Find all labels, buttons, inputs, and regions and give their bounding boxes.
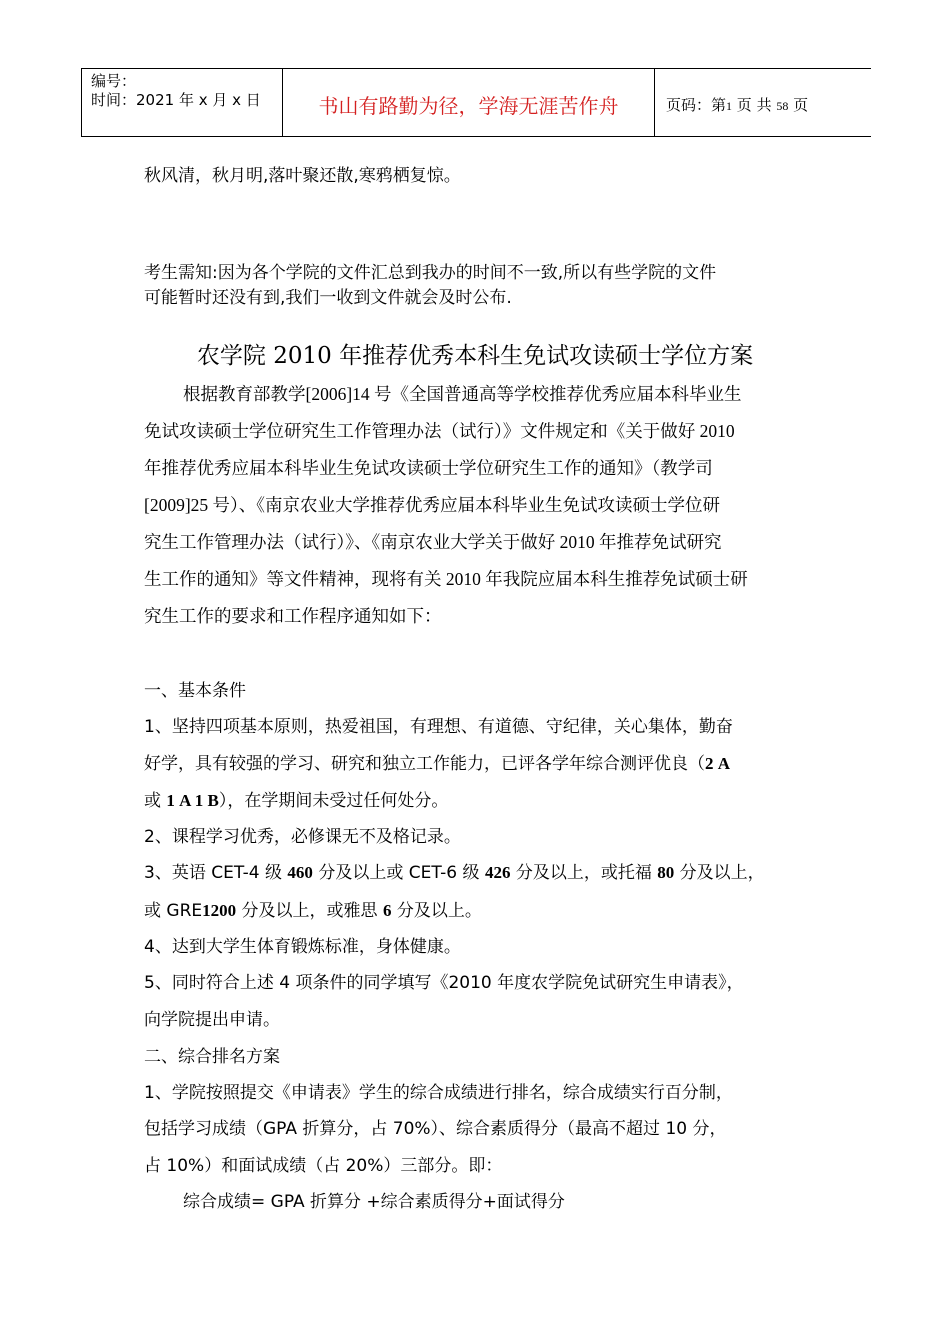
intro-line-1: 根据教育部教学[2006]14 号《全国普通高等学校推荐优秀应届本科毕业生 <box>183 384 742 404</box>
intro-line-2: 免试攻读硕士学位研究生工作管理办法（试行）》文件规定和《关于做好 2010 <box>144 421 735 441</box>
page-prefix: 页码：第 <box>666 96 727 114</box>
score-formula: 综合成绩= GPA 折算分 +综合素质得分+面试得分 <box>183 1192 565 1212</box>
condition-1-line-2 <box>144 749 730 774</box>
condition-4: 4、达到大学生体育锻炼标准，身体健康。 <box>144 937 461 957</box>
toefl-label: 分及以上，或托福 <box>515 863 652 883</box>
condition-1-text: 好学，具有较强的学习、研究和独立工作能力，已评各学年综合测评优良（ <box>144 754 705 774</box>
condition-1-tail: ），在学期间未受过任何处分。 <box>218 791 449 811</box>
document-header <box>81 68 871 137</box>
page-middle: 页 共 <box>736 96 772 114</box>
header-page-cell <box>655 69 871 136</box>
condition-1-grade-a: 2 A <box>705 754 731 773</box>
cet4-label: 3、英语 CET-4 级 <box>144 863 283 883</box>
gre-score: 1200 <box>202 901 237 920</box>
ranking-1-line-1: 1、学院按照提交《申请表》学生的综合成绩进行排名，综合成绩实行百分制， <box>144 1083 733 1103</box>
condition-2: 2、课程学习优秀，必修课无不及格记录。 <box>144 827 461 847</box>
condition-3-line-2 <box>144 896 482 921</box>
document-title: 农学院 2010 年推荐优秀本科生免试攻读硕士学位方案 <box>196 343 754 369</box>
document-time-label: 时间：2021 年 x 月 x 日 <box>91 91 261 109</box>
toefl-score: 80 <box>657 863 675 882</box>
intro-line-5: 究生工作管理办法（试行）》、《南京农业大学关于做好 2010 年推荐免试研究 <box>144 532 722 552</box>
page-current: 1 <box>726 99 733 113</box>
header-meta-cell <box>82 69 283 136</box>
notice-line-2: 可能暂时还没有到,我们一收到文件就会及时公布. <box>144 288 512 308</box>
ielts-score: 6 <box>382 901 392 920</box>
poem-line: 秋风清，秋月明,落叶聚还散,寒鸦栖复惊。 <box>144 166 461 186</box>
ielts-tail: 分及以上。 <box>396 901 482 921</box>
condition-1-line-3 <box>144 786 448 811</box>
header-motto-cell <box>283 69 655 136</box>
condition-5-line-1: 5、同时符合上述 4 项条件的同学填写《2010 年度农学院免试研究生申请表》， <box>144 973 744 993</box>
section2-heading: 二、综合排名方案 <box>144 1047 280 1067</box>
cet6-score: 426 <box>484 863 511 882</box>
cet6-label: 分及以上或 CET-6 级 <box>318 863 480 883</box>
toefl-tail: 分及以上， <box>679 863 765 883</box>
intro-line-4: [2009]25 号）、《南京农业大学推荐优秀应届本科毕业生免试攻读硕士学位研 <box>144 495 721 515</box>
condition-5-line-2: 向学院提出申请。 <box>144 1010 280 1030</box>
condition-1-or: 或 <box>144 791 161 811</box>
ielts-label: 分及以上，或雅思 <box>241 901 378 921</box>
intro-line-6: 生工作的通知》等文件精神，现将有关 2010 年我院应届本科生推荐免试硕士研 <box>144 569 748 589</box>
condition-1-grade-b: 1 A 1 B <box>166 791 219 810</box>
page-number <box>666 94 808 115</box>
notice-line-1: 考生需知:因为各个学院的文件汇总到我办的时间不一致,所以有些学院的文件 <box>144 263 717 283</box>
gre-label: 或 GRE <box>144 901 203 921</box>
condition-3-line-1 <box>144 858 765 883</box>
ranking-1-line-3: 占 10%）和面试成绩（占 20%）三部分。即： <box>144 1156 503 1176</box>
cet4-score: 460 <box>287 863 313 882</box>
document-code-label: 编号： <box>91 72 137 90</box>
page-suffix: 页 <box>793 96 809 114</box>
header-motto: 书山有路勤为径，学海无涯苦作舟 <box>318 94 619 118</box>
condition-1-line-1: 1、坚持四项基本原则，热爱祖国，有理想、有道德、守纪律，关心集体，勤奋 <box>144 717 733 737</box>
intro-line-3: 年推荐优秀应届本科毕业生免试攻读硕士学位研究生工作的通知》（教学司 <box>144 458 713 478</box>
ranking-1-line-2: 包括学习成绩（GPA 折算分，占 70%）、综合素质得分（最高不超过 10 分， <box>144 1119 727 1139</box>
page-total: 58 <box>776 99 789 113</box>
section1-heading: 一、基本条件 <box>144 681 246 701</box>
intro-line-7: 究生工作的要求和工作程序通知如下： <box>144 606 442 626</box>
